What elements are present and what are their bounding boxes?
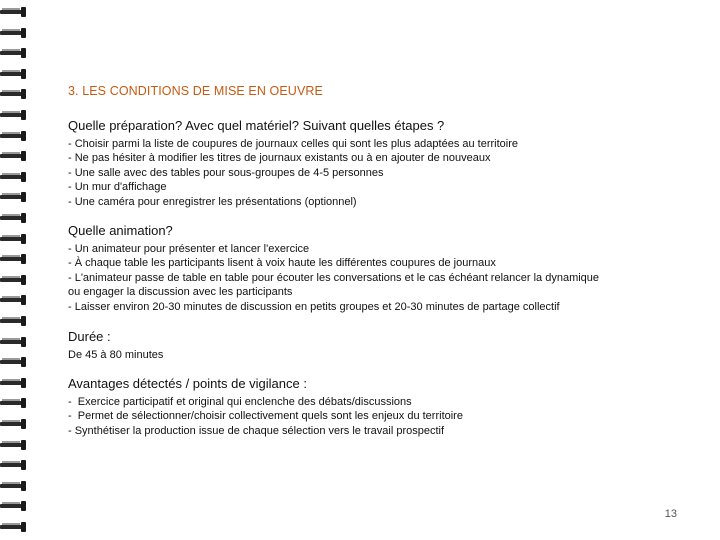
binding-ring [0,482,24,489]
section-line: - Une salle avec des tables pour sous-groupes de 4-5 personnes [68,166,384,179]
section-line: - Un mur d'affichage [68,181,167,194]
binding-ring [0,441,24,448]
section-line: - Permet de sélectionner/choisir collectivement quels sont les enjeux du territoire [68,410,463,423]
section-line: - Exercice participatif et original qui enclenche des débats/discussions [68,396,412,408]
binding-ring [0,502,24,509]
section-heading: Durée : [68,329,111,344]
binding-ring [0,173,24,180]
binding-ring [0,70,24,77]
binding-ring [0,193,24,200]
section-animation [68,223,688,314]
section-line: - Synthétiser la production issue de chaque sélection vers le travail prospectif [68,424,445,437]
section-line: De 45 à 80 minutes [68,349,164,361]
section-line: - Ne pas hésiter à modifier les titres de journaux existants ou à en ajouter de nouveaux [68,152,491,165]
binding-ring [0,523,24,530]
binding-ring [0,379,24,386]
binding-ring [0,255,24,262]
binding-ring [0,296,24,303]
binding-ring [0,399,24,406]
binding-ring [0,461,24,468]
binding-ring [0,29,24,36]
binding-ring [0,132,24,139]
binding-ring [0,420,24,427]
binding-ring [0,235,24,242]
section-duree [68,329,688,362]
section-heading: Quelle animation? [68,223,173,238]
page-title: 3. LES CONDITIONS DE MISE EN OEUVRE [68,84,323,98]
section-line: - Une caméra pour enregistrer les présentations (optionnel) [68,195,357,208]
section-line: - Un animateur pour présenter et lancer l'exercice [68,243,310,255]
binding-ring [0,338,24,345]
section-heading: Quelle préparation? Avec quel matériel? Suivant quelles étapes ? [68,118,445,133]
binding-ring [0,214,24,221]
binding-ring [0,8,24,15]
section-avantages [68,376,688,438]
binding-ring [0,152,24,159]
section-line: ou engager la discussion avec les participants [68,286,293,299]
section-line: - À chaque table les participants lisent à voix haute les différentes coupures de journaux [68,257,496,270]
binding-ring [0,111,24,118]
binding-ring [0,90,24,97]
section-line: - L'animateur passe de table en table pour écouter les conversations et le cas échéant relancer la dynamique [68,271,600,284]
page-number: 13 [664,508,677,520]
section-line: - Laisser environ 20-30 minutes de discussion en petits groupes et 20-30 minutes de partage collectif [68,300,560,313]
section-preparation [68,118,688,209]
spiral-binding [0,0,30,540]
section-heading: Avantages détectés / points de vigilance : [68,376,307,391]
binding-ring [0,358,24,365]
binding-ring [0,49,24,56]
binding-ring [0,276,24,283]
section-line: - Choisir parmi la liste de coupures de journaux celles qui sont les plus adaptées au territoire [68,138,519,150]
binding-ring [0,317,24,324]
